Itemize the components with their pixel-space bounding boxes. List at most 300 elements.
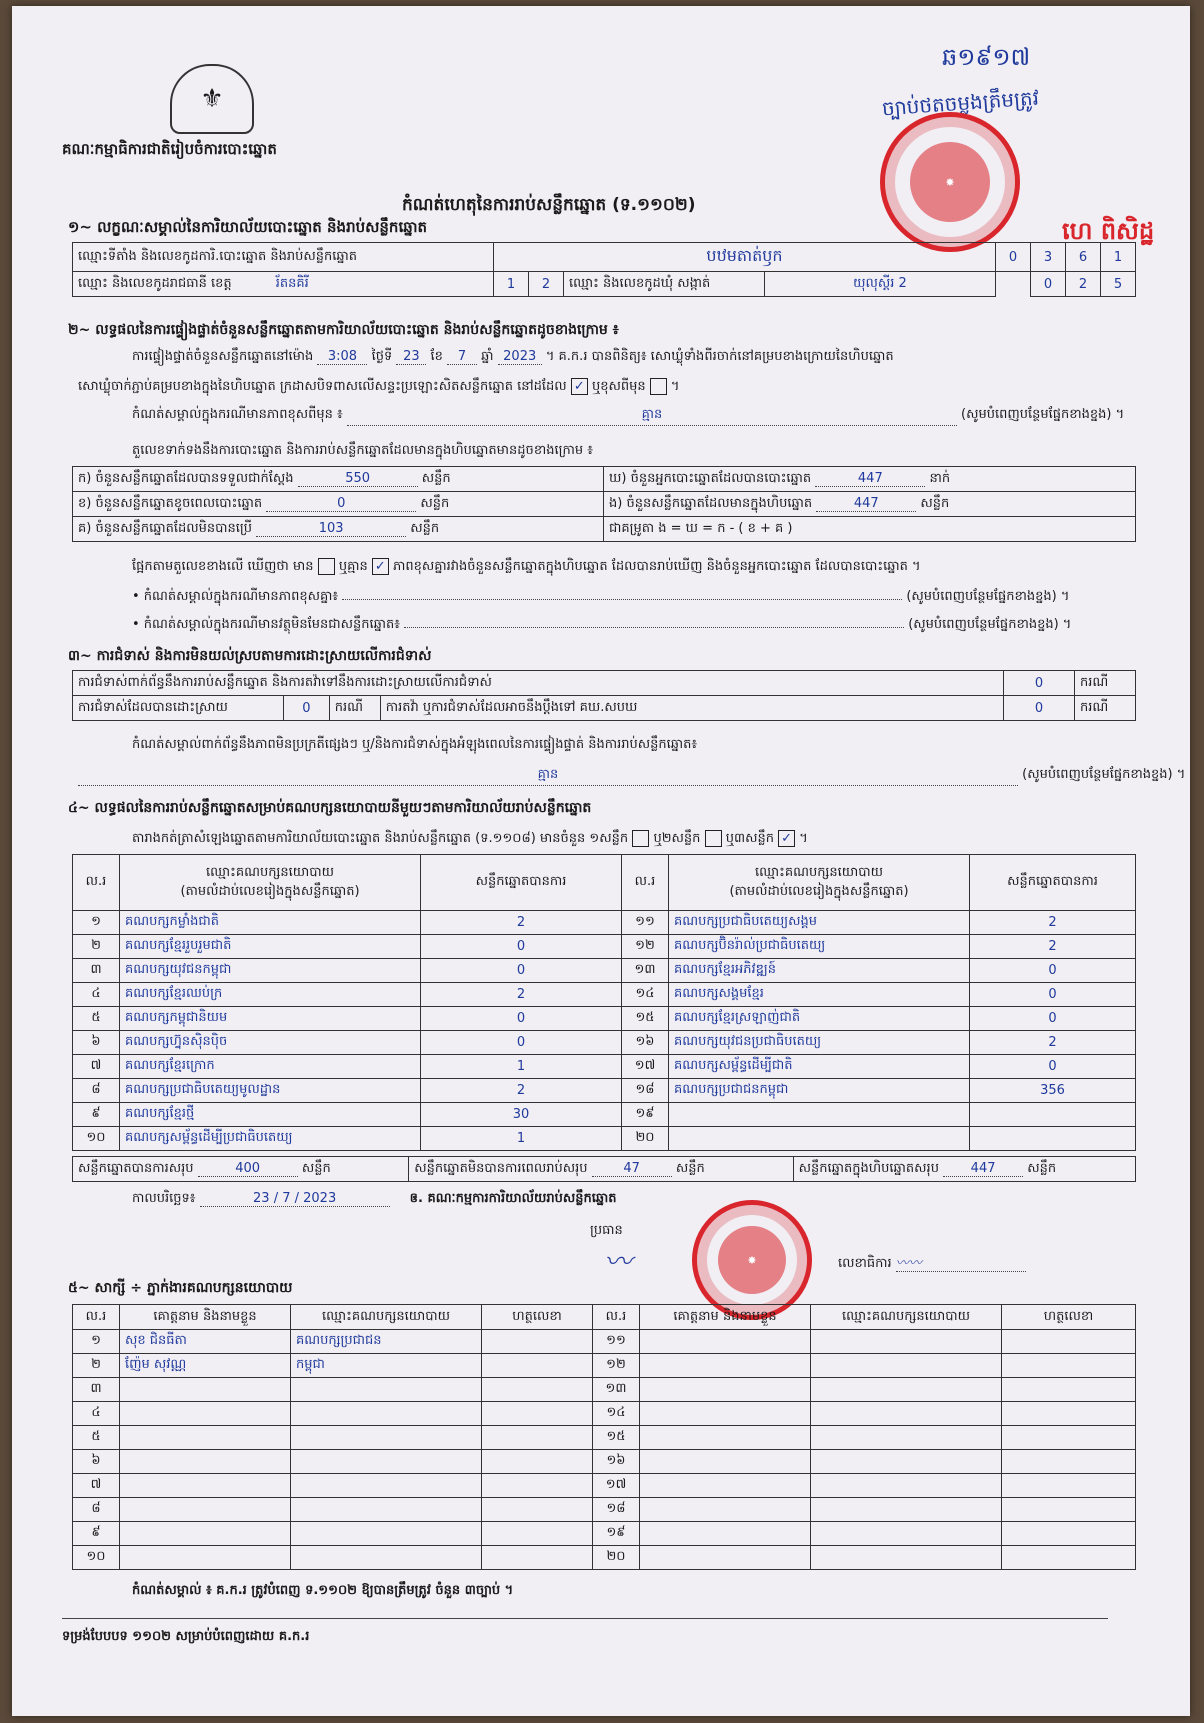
section3-title: ៣~ ការជំទាស់ និងការមិនយល់ស្របតាមការដោះស្រាយលើការជំទាស់	[68, 648, 432, 664]
results-row	[73, 1007, 1136, 1031]
witness-name	[120, 1546, 291, 1570]
party-name: គណបក្សសង្គមខ្មែរ	[669, 983, 970, 1007]
s1-commune-label: ឈ្មោះ និងលេខកូដឃុំ សង្កាត់	[564, 272, 765, 297]
party-no: ២	[73, 935, 120, 959]
witness-no: ៦	[73, 1450, 120, 1474]
witness-party	[811, 1402, 1002, 1426]
secretary-signature: 〰〰	[896, 1252, 1026, 1272]
party-name: គណបក្សកម្លាំងជាតិ	[120, 911, 421, 935]
witness-name	[640, 1378, 811, 1402]
party-name: គណបក្សប្រជាជនកម្ពុជា	[669, 1079, 970, 1103]
stamp-emblem-icon: ✸	[945, 175, 955, 189]
witness-party	[811, 1354, 1002, 1378]
party-no: ១៩	[622, 1103, 669, 1127]
party-no: ៥	[73, 1007, 120, 1031]
witness-name	[640, 1522, 811, 1546]
ko-label: គ) ចំនួនសន្លឹកឆ្នោតដែលមិនបានប្រើ	[78, 520, 252, 536]
formula: ជាគម្រូតា ង = ឃ = ក - ( ខ + គ )	[604, 517, 1136, 542]
s4-intro-or2: ឬ២សន្លឹក	[653, 831, 701, 846]
witness-signature	[1002, 1330, 1136, 1354]
witness-row	[73, 1522, 1136, 1546]
kho-value: 447	[815, 471, 925, 487]
totals-table	[72, 1156, 1136, 1182]
w-col-sign-right: ហត្ថលេខា	[1002, 1305, 1136, 1330]
has-difference-checkbox[interactable]	[318, 558, 335, 575]
s4-date-value: 23 / 7 / 2023	[200, 1191, 390, 1207]
witness-row	[73, 1450, 1136, 1474]
witness-no: ១៦	[593, 1450, 640, 1474]
witness-table	[72, 1304, 1136, 1570]
witness-no: ១៨	[593, 1498, 640, 1522]
s2-bullet1-label: • កំណត់សម្គាល់ក្នុងករណីមានភាពខុសគ្នា៖	[132, 589, 339, 604]
s2-year-label: ឆ្នាំ	[481, 349, 494, 364]
total-box-value: 447	[943, 1161, 1023, 1177]
witness-party	[811, 1474, 1002, 1498]
kha-unit: សន្លឹក	[420, 495, 450, 511]
s2-bullet2	[132, 616, 1071, 635]
s2-note1	[132, 406, 1124, 426]
col-party-right	[669, 855, 970, 911]
witness-signature	[482, 1330, 593, 1354]
witness-signature	[482, 1378, 593, 1402]
s1-row2-label	[73, 272, 494, 297]
witness-party	[291, 1522, 482, 1546]
witness-name	[120, 1522, 291, 1546]
s2-note1-label: កំណត់សម្គាល់ក្នុងករណីមានភាពខុសពីមុន ៖	[132, 407, 343, 422]
w-col-party-left: ឈ្មោះគណបក្សនយោបាយ	[291, 1305, 482, 1330]
section1-table	[72, 242, 1136, 297]
party-no: ១២	[622, 935, 669, 959]
footer-form-ref: ទម្រង់បែបបទ ១១០២ សម្រាប់បំពេញដោយ គ.ក.រ	[62, 1629, 310, 1644]
s1-code-1: 0	[996, 243, 1031, 272]
party-votes: 2	[970, 1031, 1136, 1055]
party-no: ៩	[73, 1103, 120, 1127]
ngo-value: 447	[816, 496, 916, 512]
witness-row	[73, 1546, 1136, 1570]
witness-party	[291, 1450, 482, 1474]
results-row	[73, 1031, 1136, 1055]
witness-signature	[482, 1354, 593, 1378]
witness-no: ២០	[593, 1546, 640, 1570]
witness-party: កម្ពុជា	[291, 1354, 482, 1378]
party-votes: 1	[421, 1055, 622, 1079]
witness-no: ១៥	[593, 1426, 640, 1450]
party-name: គណបក្សកម្ពុជានិយម	[120, 1007, 421, 1031]
s3-row2-unit: ករណី	[329, 696, 380, 721]
s2-month-value: 7	[447, 349, 477, 365]
col-votes-right: សន្លឹកឆ្នោតបានការ	[970, 855, 1136, 911]
kho-label: ឃ) ចំនួនអ្នកបោះឆ្នោតដែលបានបោះឆ្នោត	[609, 470, 812, 486]
col-party-left	[120, 855, 421, 911]
s3-note-label: កំណត់សម្គាល់ពាក់ព័ន្ធនឹងភាពមិនប្រក្រតីផ្សេងៗ ឬ/និងការជំទាស់ក្នុងអំឡុងពេលនៃការផ្ទៀងផ្ទាត់ និងការរាប់សន្លឹកឆ្នោត៖	[132, 737, 698, 752]
s2-bullet2-hint: (សូមបំពេញបន្ថែមផ្នែកខាងខ្នង) ។	[908, 617, 1072, 632]
party-name: គណបក្សហ្វ៊ុនស៊ិនប៉ិច	[120, 1031, 421, 1055]
witness-party	[811, 1450, 1002, 1474]
s2-line1-suffix: ។ គ.ក.រ បានពិនិត្យ៖ សោឃ្លុំទាំងពីរចាក់នៅគម្របខាងក្រោយនៃហិបឆ្នោត	[545, 349, 894, 364]
s2-day-value: 23	[396, 349, 426, 365]
witness-signature	[1002, 1522, 1136, 1546]
section2-counts-table	[72, 466, 1136, 542]
witness-no: ៧	[73, 1474, 120, 1498]
party-no: ១៨	[622, 1079, 669, 1103]
s1-commune-code-1: 0	[1031, 272, 1066, 297]
party-votes: 2	[421, 1079, 622, 1103]
witness-signature	[1002, 1474, 1136, 1498]
org-name: គណៈកម្មាធិការជាតិរៀបចំការបោះឆ្នោត	[62, 140, 277, 158]
witness-party	[811, 1522, 1002, 1546]
s3-row2-label: ការជំទាស់ដែលបានដោះស្រាយ	[73, 696, 284, 721]
witness-party	[811, 1546, 1002, 1570]
witness-signature	[482, 1426, 593, 1450]
results-row	[73, 983, 1136, 1007]
party-votes	[970, 1127, 1136, 1151]
witness-no: ១៤	[593, 1402, 640, 1426]
party-no: ១១	[622, 911, 669, 935]
kha-value: 0	[266, 496, 416, 512]
no-difference-checkbox[interactable]: ✓	[372, 558, 389, 575]
results-row	[73, 911, 1136, 935]
witness-name: សុខ ជិនធីតា	[120, 1330, 291, 1354]
witness-name	[120, 1426, 291, 1450]
chair-signature: 〰	[604, 1245, 633, 1278]
ngo-unit: សន្លឹក	[920, 495, 950, 511]
witness-name	[640, 1498, 811, 1522]
s3-fill-hint: (សូមបំពេញបន្ថែមផ្នែកខាងខ្នង) ។	[1022, 767, 1186, 782]
w-col-name-left: គោត្តនាម និងនាមខ្លួន	[120, 1305, 291, 1330]
witness-signature	[482, 1522, 593, 1546]
same-as-before-checkbox[interactable]: ✓	[571, 378, 588, 395]
witness-party	[291, 1402, 482, 1426]
section2-title: ២~ លទ្ធផលនៃការផ្ទៀងផ្ទាត់ចំនួនសន្លឹកឆ្នោតតាមការិយាល័យបោះឆ្នោត និងរាប់សន្លឹកឆ្នោតដូចខាងក្រោម ៖	[68, 322, 619, 338]
party-name: គណបក្សយុវជនកម្ពុជា	[120, 959, 421, 983]
s4-date-line	[132, 1190, 616, 1209]
total-box-cell	[793, 1157, 1135, 1182]
results-row	[73, 1055, 1136, 1079]
party-votes: 30	[421, 1103, 622, 1127]
party-no: ៧	[73, 1055, 120, 1079]
party-votes: 0	[421, 1007, 622, 1031]
party-name: គណបក្សខ្មែរថ្មី	[120, 1103, 421, 1127]
ka-label: ក) ចំនួនសន្លឹកឆ្នោតដែលបានទទួលជាក់ស្តែង	[78, 470, 294, 486]
party-votes: 2	[970, 935, 1136, 959]
witness-no: ១	[73, 1330, 120, 1354]
total-valid-value: 400	[198, 1161, 298, 1177]
s3-row2-value: 0	[284, 696, 330, 721]
party-name	[669, 1103, 970, 1127]
party-no: ២០	[622, 1127, 669, 1151]
party-name: គណបក្សខ្មែរស្រឡាញ់ជាតិ	[669, 1007, 970, 1031]
s1-commune-code-3: 5	[1101, 272, 1136, 297]
s2-year-value: 2023	[498, 349, 542, 365]
party-no: ១	[73, 911, 120, 935]
document-page	[12, 6, 1190, 1716]
certified-copy-note: ច្បាប់ថតចម្លងត្រឹមត្រូវ	[881, 85, 1040, 121]
two-sheets-checkbox[interactable]	[705, 830, 722, 847]
s3-row1-label: ការជំទាស់ពាក់ព័ន្ធនឹងការរាប់សន្លឹកឆ្នោត និងការតវ៉ាទៅនឹងការដោះស្រាយលើការជំទាស់	[73, 671, 1004, 696]
witness-party	[811, 1330, 1002, 1354]
stamp-emblem-icon-2: ✸	[747, 1253, 757, 1267]
s1-code-4: 1	[1101, 243, 1136, 272]
ka-value: 550	[298, 471, 418, 487]
witness-party	[811, 1498, 1002, 1522]
section4-title: ៤~ លទ្ធផលនៃការរាប់សន្លឹកឆ្នោតសម្រាប់គណបក្សនយោបាយនីមួយៗតាមការិយាល័យរាប់សន្លឹកឆ្នោត	[68, 800, 592, 816]
secretary-label: លេខាធិការ	[838, 1256, 892, 1271]
s3-row2-mid-unit: ករណី	[1075, 696, 1136, 721]
s4-committee-label: ឲ. គណៈកម្មការការិយាល័យរាប់សន្លឹកឆ្នោត	[409, 1191, 617, 1206]
different-checkbox[interactable]	[650, 378, 667, 395]
s2-bullet1	[132, 588, 1069, 607]
s2-check-label: ផ្អែកតាមតួលេខខាងលើ ឃើញថា មាន	[132, 559, 314, 574]
witness-name	[640, 1402, 811, 1426]
party-votes: 2	[970, 911, 1136, 935]
total-invalid-cell	[409, 1157, 793, 1182]
party-name: គណបក្សសម្ព័ន្ធដើម្បីប្រជាធិបតេយ្យ	[120, 1127, 421, 1151]
witness-name	[640, 1426, 811, 1450]
chair-label: ប្រធាន	[590, 1223, 623, 1238]
s2-check-or: ឬគ្មាន	[338, 559, 368, 574]
party-name: គណបក្សប៊ិនរ៉ាល់ប្រជាធិបតេយ្យ	[669, 935, 970, 959]
w-col-sign-left: ហត្ថលេខា	[482, 1305, 593, 1330]
witness-name	[640, 1330, 811, 1354]
party-votes: 0	[970, 1007, 1136, 1031]
results-row	[73, 959, 1136, 983]
witness-row	[73, 1402, 1136, 1426]
witness-name	[640, 1474, 811, 1498]
total-valid-unit: សន្លឹក	[301, 1160, 331, 1176]
party-name: គណបក្សខ្មែរឈប់ក្រ	[120, 983, 421, 1007]
col-no-right: ល.រ	[622, 855, 669, 911]
s1-province-label: ឈ្មោះ និងលេខកូដរាជធានី ខេត្ត	[78, 275, 232, 291]
results-row	[73, 935, 1136, 959]
witness-no: ៩	[73, 1522, 120, 1546]
party-votes: 0	[970, 959, 1136, 983]
s2-line2: សោឃ្លុំចាក់ភ្ជាប់គម្របខាងក្នុងនៃហិបឆ្នោត ក្រដាសបិទពាសលើសន្ទះប្រឡោះសិតសន្លឹកឆ្នោត នៅដដែល ✓ ឬខុសពីមុន ។	[78, 379, 680, 394]
results-row	[73, 1127, 1136, 1151]
section3-table	[72, 670, 1136, 721]
w-col-no-left: ល.រ	[73, 1305, 120, 1330]
witness-party	[811, 1378, 1002, 1402]
party-votes: 356	[970, 1079, 1136, 1103]
total-valid-cell	[73, 1157, 409, 1182]
witness-signature	[1002, 1450, 1136, 1474]
results-row	[73, 1079, 1136, 1103]
witness-signature	[1002, 1402, 1136, 1426]
party-name: គណបក្សប្រជាធិបតេយ្យសង្គម	[669, 911, 970, 935]
party-name: គណបក្សប្រជាធិបតេយ្យមូលដ្ឋាន	[120, 1079, 421, 1103]
witness-row	[73, 1426, 1136, 1450]
witness-party	[291, 1498, 482, 1522]
witness-party	[291, 1426, 482, 1450]
party-no: ១៦	[622, 1031, 669, 1055]
witness-party	[291, 1474, 482, 1498]
top-right-note: ឆ១៩១៧	[942, 43, 1031, 71]
col-party-right-title: ឈ្មោះគណបក្សនយោបាយ	[755, 864, 883, 880]
s3-row1-unit: ករណី	[1075, 671, 1136, 696]
ka-unit: សន្លឹក	[421, 470, 451, 486]
party-votes: 0	[421, 959, 622, 983]
witness-row	[73, 1330, 1136, 1354]
witness-name	[120, 1498, 291, 1522]
s4-intro-text: តារាងកត់ត្រាសំឡេងឆ្នោតតាមការិយាល័យបោះឆ្នោត និងរាប់សន្លឹកឆ្នោត (ទ.១១០៨) មានចំនួន ១សន្លឹក	[132, 831, 629, 846]
witness-signature	[1002, 1546, 1136, 1570]
witness-name	[640, 1354, 811, 1378]
party-name: គណបក្សសម្ព័ន្ធដើម្បីជាតិ	[669, 1055, 970, 1079]
witness-signature	[1002, 1426, 1136, 1450]
witness-signature	[1002, 1378, 1136, 1402]
one-sheet-checkbox[interactable]	[632, 830, 649, 847]
witness-signature	[482, 1402, 593, 1426]
party-no: ៦	[73, 1031, 120, 1055]
total-box-label: សន្លឹកឆ្នោតក្នុងហិបឆ្នោតសរុប	[798, 1160, 939, 1176]
witness-name	[120, 1402, 291, 1426]
witness-signature	[482, 1450, 593, 1474]
s2-bullet1-blank	[342, 599, 902, 600]
s2-line2-text: សោឃ្លុំចាក់ភ្ជាប់គម្របខាងក្នុងនៃហិបឆ្នោត ក្រដាសបិទពាសលើសន្ទះប្រឡោះសិតសន្លឹកឆ្នោត នៅដដែល	[78, 379, 567, 394]
witness-signature	[482, 1474, 593, 1498]
s4-date-label: កាលបរិច្ឆេទ៖	[132, 1191, 196, 1206]
witness-row	[73, 1498, 1136, 1522]
s1-province-value: រ័តនគិរី	[275, 275, 309, 291]
party-name: គណបក្សខ្មែររួបរួមជាតិ	[120, 935, 421, 959]
s1-commune-code-2: 2	[1066, 272, 1101, 297]
col-votes-left: សន្លឹកឆ្នោតបានការ	[421, 855, 622, 911]
s1-commune-value: យុលុស្តីរ 2	[765, 272, 996, 297]
witness-party: គណបក្សប្រជាជន	[291, 1330, 482, 1354]
party-votes: 0	[970, 1055, 1136, 1079]
s2-check-rest: ភាពខុសគ្នារវាងចំនួនសន្លឹកឆ្នោតក្នុងហិបឆ្នោត ដែលបានរាប់ឃើញ និងចំនួនអ្នកបោះឆ្នោត ដែលបានបោះឆ្នោត ។	[393, 559, 921, 574]
s2-intro: តួលេខទាក់ទងនឹងការបោះឆ្នោត និងការរាប់សន្លឹកឆ្នោតដែលមានក្នុងហិបឆ្នោតមានដូចខាងក្រោម ៖	[132, 443, 593, 458]
party-votes: 2	[421, 983, 622, 1007]
s2-bullet2-label: • កំណត់សម្គាល់ក្នុងករណីមានវត្ថុមិនមែនជាសន្លឹកឆ្នោត៖	[132, 617, 400, 632]
party-no: ៣	[73, 959, 120, 983]
party-votes: 1	[421, 1127, 622, 1151]
s2-note1-value: គ្មាន	[347, 406, 957, 426]
col-party-right-sub: (តាមលំដាប់លេខរៀងក្នុងសន្លឹកឆ្នោត)	[729, 883, 909, 899]
witness-signature	[482, 1498, 593, 1522]
s1-code-3: 6	[1066, 243, 1101, 272]
party-no: ១៣	[622, 959, 669, 983]
witness-row	[73, 1474, 1136, 1498]
party-votes: 0	[421, 935, 622, 959]
witness-name: ញ៉ែម សុវណ្ណ	[120, 1354, 291, 1378]
party-no: ១៧	[622, 1055, 669, 1079]
party-votes	[970, 1103, 1136, 1127]
s3-row2-mid-value: 0	[1004, 696, 1075, 721]
witness-no: ១១	[593, 1330, 640, 1354]
s2-time-value: 3:08	[317, 349, 367, 365]
witness-name	[120, 1378, 291, 1402]
ko-value: 103	[256, 521, 406, 537]
witness-name	[120, 1474, 291, 1498]
official-stamp-top	[880, 112, 1020, 252]
party-name: គណបក្សខ្មែរអភិវឌ្ឍន៍	[669, 959, 970, 983]
logo-emblem-icon: ⚜	[200, 84, 224, 114]
footer-note: កំណត់សម្គាល់ ៖ គ.ក.រ ត្រូវបំពេញ ទ.១១០២ ឱ្យបានត្រឹមត្រូវ ចំនួន ៣ច្បាប់ ។	[132, 1583, 514, 1598]
total-invalid-unit: សន្លឹក	[675, 1160, 705, 1176]
witness-no: ៣	[73, 1378, 120, 1402]
total-valid-label: សន្លឹកឆ្នោតបានការសរុប	[78, 1160, 194, 1176]
s1-province-code-2: 2	[529, 272, 564, 297]
section1-title: ១~ លក្ខណៈសម្គាល់នៃការិយាល័យបោះឆ្នោត និងរាប់សន្លឹកឆ្នោត	[68, 218, 428, 236]
s2-time-label: ការផ្ទៀងផ្ទាត់ចំនួនសន្លឹកឆ្នោតនៅម៉ោង	[132, 349, 314, 364]
form-title: កំណត់ហេតុនៃការរាប់សន្លឹកឆ្នោត (ទ.១១០២)	[402, 195, 696, 215]
witness-no: ១០	[73, 1546, 120, 1570]
witness-row	[73, 1354, 1136, 1378]
witness-party	[811, 1426, 1002, 1450]
section5-title: ៥~ សាក្សី ÷ ភ្នាក់ងារគណបក្សនយោបាយ	[68, 1280, 293, 1296]
witness-signature	[482, 1546, 593, 1570]
three-sheets-checkbox[interactable]: ✓	[778, 830, 795, 847]
party-no: ១០	[73, 1127, 120, 1151]
witness-name	[120, 1450, 291, 1474]
witness-no: ៨	[73, 1498, 120, 1522]
total-box-unit: សន្លឹក	[1027, 1160, 1057, 1176]
witness-signature	[1002, 1354, 1136, 1378]
results-row	[73, 1103, 1136, 1127]
s2-month-label: ខែ	[430, 349, 443, 364]
s1-province-code-1: 1	[494, 272, 529, 297]
witness-no: ២	[73, 1354, 120, 1378]
col-no-left: ល.រ	[73, 855, 120, 911]
signature-label: ហេ ពិសិដ្ឋ	[1062, 217, 1155, 245]
official-stamp-bottom	[692, 1200, 812, 1320]
witness-row	[73, 1378, 1136, 1402]
w-col-name-right: គោត្តនាម និងនាមខ្លួន	[640, 1305, 811, 1330]
party-votes: 0	[421, 1031, 622, 1055]
witness-no: ១២	[593, 1354, 640, 1378]
s2-fill-hint: (សូមបំពេញបន្ថែមផ្នែកខាងខ្នង) ។	[961, 407, 1125, 422]
ngo-label: ង) ចំនួនសន្លឹកឆ្នោតដែលមានក្នុងហិបឆ្នោត	[609, 495, 813, 511]
s2-check-line	[132, 558, 921, 577]
s2-line1	[132, 348, 894, 367]
party-name	[669, 1127, 970, 1151]
witness-no: ១៩	[593, 1522, 640, 1546]
party-name: គណបក្សខ្មែរក្រោក	[120, 1055, 421, 1079]
party-votes: 0	[970, 983, 1136, 1007]
party-no: ១៤	[622, 983, 669, 1007]
s4-intro-or3: ឬ៣សន្លឹក	[725, 831, 774, 846]
witness-no: ៥	[73, 1426, 120, 1450]
nec-logo	[170, 64, 254, 134]
witness-no: ១៧	[593, 1474, 640, 1498]
s3-row2-mid-label: ការតវ៉ា ឬការជំទាស់ដែលអាចនឹងប្តឹងទៅ គឃ.សបឃ	[380, 696, 1003, 721]
s3-note-line	[78, 766, 1185, 786]
party-no: ៤	[73, 983, 120, 1007]
party-votes: 2	[421, 911, 622, 935]
w-col-party-right: ឈ្មោះគណបក្សនយោបាយ	[811, 1305, 1002, 1330]
s3-row1-value: 0	[1004, 671, 1075, 696]
party-no: ១៥	[622, 1007, 669, 1031]
s1-row1-value: បឋមតាត់ឫក	[494, 243, 996, 272]
s2-line2-or: ឬខុសពីមុន	[591, 379, 646, 394]
s1-row1-label: ឈ្មោះទីតាំង និងលេខកូដការិ.បោះឆ្នោត និងរាប់សន្លឹកឆ្នោត	[73, 243, 494, 272]
party-name: គណបក្សយុវជនប្រជាធិបតេយ្យ	[669, 1031, 970, 1055]
s3-note-value: គ្មាន	[78, 766, 1018, 786]
total-invalid-label: សន្លឹកឆ្នោតមិនបានការពេលរាប់សរុប	[414, 1160, 588, 1176]
w-col-no-right: ល.រ	[593, 1305, 640, 1330]
total-invalid-value: 47	[592, 1161, 672, 1177]
kho-unit: នាក់	[929, 470, 951, 486]
witness-name	[640, 1546, 811, 1570]
kha-label: ខ) ចំនួនសន្លឹកឆ្នោតខូចពេលបោះឆ្នោត	[78, 495, 263, 511]
ko-unit: សន្លឹក	[410, 520, 440, 536]
s2-bullet1-hint: (សូមបំពេញបន្ថែមផ្នែកខាងខ្នង) ។	[906, 589, 1070, 604]
witness-party	[291, 1378, 482, 1402]
col-party-left-title: ឈ្មោះគណបក្សនយោបាយ	[206, 864, 334, 880]
witness-name	[640, 1450, 811, 1474]
witness-party	[291, 1546, 482, 1570]
results-table	[72, 854, 1136, 1151]
